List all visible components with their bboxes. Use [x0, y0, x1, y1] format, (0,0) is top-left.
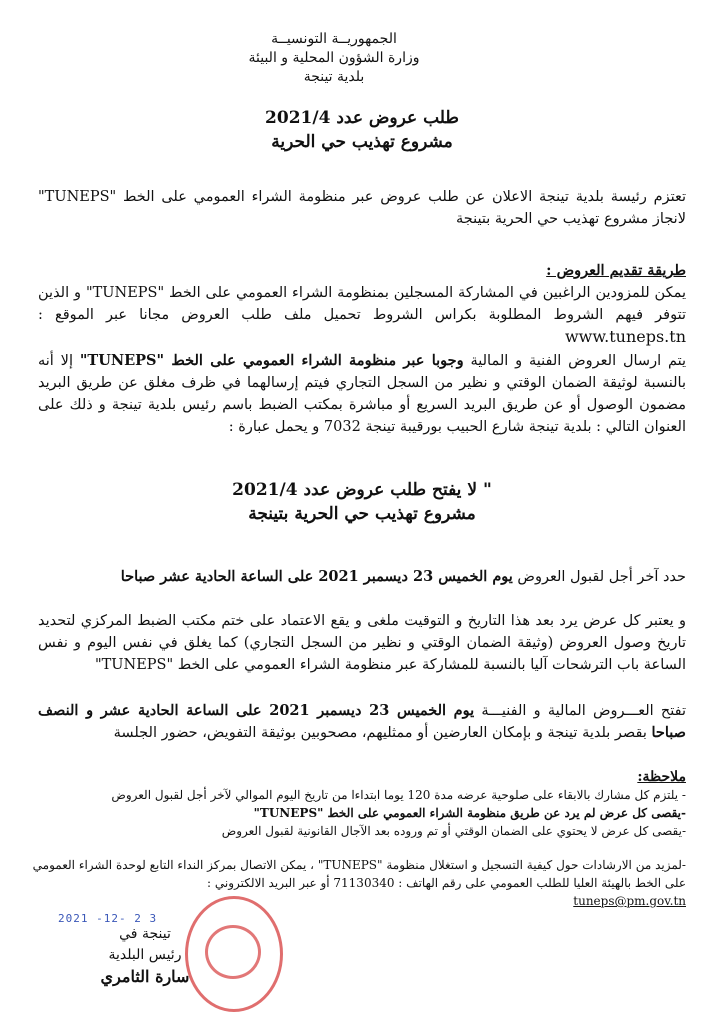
notice-title: طلب عروض عدد 2021/4: [265, 108, 459, 128]
deadline-paragraph: [38, 566, 686, 588]
opening-text: تفتح العـــروض المالية و الفنيـــة: [474, 703, 686, 719]
opening-paragraph: [38, 700, 686, 744]
letterhead-republic: الجمهوريــة التونسيــة: [271, 31, 397, 47]
rejection-paragraph: و يعتبر كل عرض يرد بعد هذا التاريخ و التوقيت ملغى و يقع الاعتماد على ختم مكتب الضبط المركزي لتحديد تاريخ وصول العروض (وثيقة الضمان الوقتي و نظير من السجل التجاري) كما يغلق في نفس اليوم و نفس الساعة باب الترشحات آليا بالنسبة للمشاركة عبر منظومة الشراء العمومي على الخط "TUNEPS": [38, 613, 686, 673]
submission-text: يتم ارسال العروض الفنية و المالية: [463, 353, 687, 369]
opening-text-rest: بقصر بلدية تينجة و بإمكان العارضين أو ممثليهم، مصحوبين بوثيقة التفويض، حضور الجلسة: [113, 725, 652, 741]
submission-text-rest: إلا أنه بالنسبة لوثيقة الضمان الوقتي و نظير من السجل التجاري فيتم إرسالهما في ظرف مغلق عن طريق البريد مضمون الوصول أو عن طريق البريد السريع أو مباشرة بمكتب الضبط باسم رئيس بلدية تينجة و ذلك على العنوان التالي : بلدية تينجة شارع الحبيب بورقيبة تينجة 7032 و يحمل عبارة :: [38, 353, 686, 435]
deadline-text: حدد آخر أجل لقبول العروض: [512, 569, 686, 585]
signature-block: [70, 924, 220, 987]
opening-date: يوم الخميس 23 ديسمبر 2021 على الساعة الحادية عشر و النصف صباحا: [38, 702, 686, 741]
website-link[interactable]: www.tuneps.tn: [564, 327, 686, 346]
signature-place: تينجة في: [119, 926, 171, 942]
method-section: [38, 260, 686, 349]
envelope-quote-line1: " لا يفتح طلب عروض عدد 2021/4: [232, 480, 492, 500]
signature-role: رئيس البلدية: [108, 947, 182, 963]
letterhead-ministry: وزارة الشؤون المحلية و البيئة: [248, 50, 420, 66]
letterhead-municipality: بلدية تينجة: [303, 69, 365, 85]
deadline-date: يوم الخميس 23 ديسمبر 2021 على الساعة الحادية عشر صباحا: [120, 568, 513, 585]
note-guarantee-exclusion: -يقصى كل عرض لا يحتوي على الضمان الوقتي أو تم وروده بعد الآجال القانونية لقبول العروض: [221, 824, 686, 838]
method-paragraph: يمكن للمزودين الراغبين في المشاركة المسجلين بمنظومة الشراء العمومي على الخط "TUNEPS" و الذين تتوفر فيهم الشروط المطلوبة بكراس الشروط تحميل ملف طلب العروض مجانا عبر الموقع :: [38, 285, 686, 323]
notice-subtitle: مشروع تهذيب حي الحرية: [271, 132, 453, 152]
notes-section: [26, 768, 686, 840]
contact-section: [26, 856, 686, 910]
method-heading: طريقة تقديم العروض :: [546, 262, 686, 279]
intro-paragraph: تعتزم رئيسة بلدية تينجة الاعلان عن طلب عروض عبر منظومة الشراء العمومي على الخط "TUNEPS" لانجاز مشروع تهذيب حي الحرية بتينجة: [38, 189, 686, 227]
submission-text-bold: وجوبا عبر منظومة الشراء العمومي على الخط "TUNEPS": [79, 352, 464, 369]
submission-paragraph: [38, 350, 686, 438]
letterhead: [234, 30, 434, 87]
note-tuneps-exclusion: -يقصى كل عرض لم يرد عن طريق منظومة الشراء العمومي على الخط "TUNEPS": [253, 806, 686, 820]
signature-name: سارة الثامري: [100, 967, 190, 986]
receipt-date-stamp: 2021 -12- 2 3: [58, 912, 158, 925]
note-validity: - يلتزم كل مشارك بالابقاء على صلوحية عرضه مدة 120 يوما ابتداءا من تاريخ اليوم الموالي لآخر أجل لقبول العروض: [111, 788, 686, 802]
contact-text: -لمزيد من الارشادات حول كيفية التسجيل و استغلال منظومة "TUNEPS" ، يمكن الاتصال بمركز النداء التابع لوحدة الشراء العمومي على الخط بالهيئة العليا للطلب العمومي على رقم الهاتف : 71130340 أو عبر البريد الالكتروني :: [32, 858, 686, 890]
contact-email[interactable]: tuneps@pm.gov.tn: [573, 894, 686, 908]
notes-heading: ملاحظة:: [637, 769, 686, 785]
envelope-quote-line2: مشروع تهذيب حي الحرية بتينجة: [248, 504, 476, 524]
